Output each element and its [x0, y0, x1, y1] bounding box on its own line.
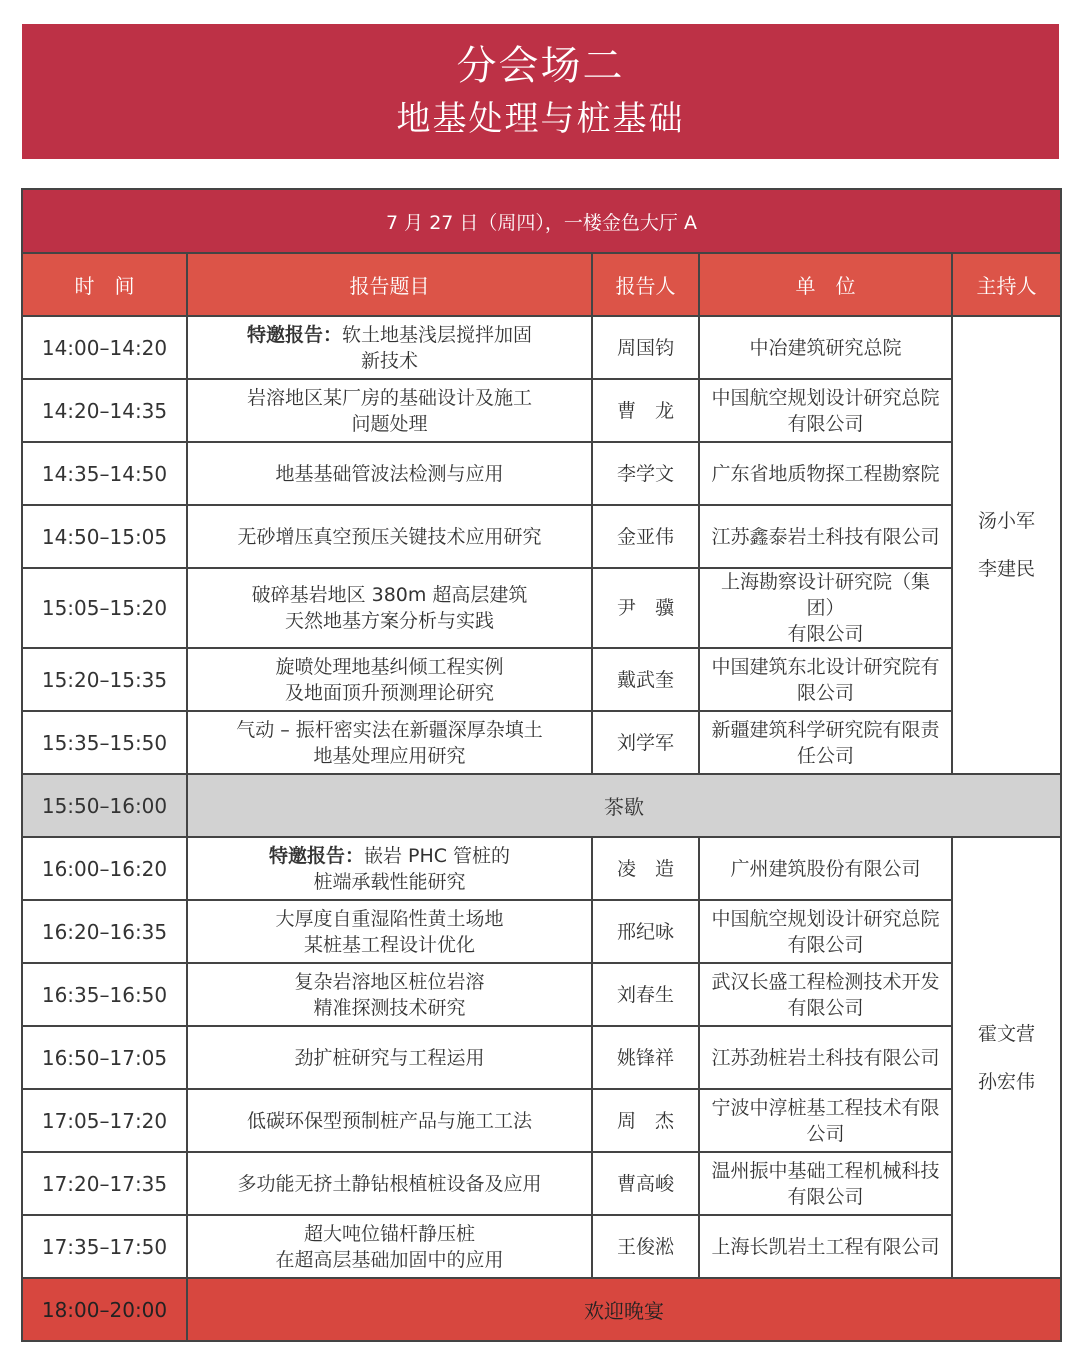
header-speaker: 报告人 [592, 253, 699, 316]
topic-cell [187, 442, 592, 505]
time-cell: 15:35–15:50 [22, 711, 187, 774]
org-cell: 温州振中基础工程机械科技 有限公司 [699, 1152, 952, 1215]
header-host: 主持人 [952, 253, 1061, 316]
time-cell: 14:50–15:05 [22, 505, 187, 568]
table-row [22, 963, 1061, 1026]
invited-label: 特邀报告： [246, 323, 342, 346]
topic-cell [187, 963, 592, 1026]
table-row [22, 1152, 1061, 1215]
org-cell: 上海长凯岩土工程有限公司 [699, 1215, 952, 1278]
table-row [22, 442, 1061, 505]
host-cell [952, 316, 1061, 774]
time-cell: 15:05–15:20 [22, 568, 187, 648]
session-subtitle: 地基处理与桩基础 [396, 99, 685, 139]
speaker-cell: 凌 造 [592, 837, 699, 900]
org-cell: 中冶建筑研究总院 [699, 316, 952, 379]
topic-cell [187, 1152, 592, 1215]
topic-text: 多功能无挤土静钻根植桩设备及应用 [237, 1172, 542, 1195]
header-topic: 报告题目 [187, 253, 592, 316]
topic-text: 地基基础管波法检测与应用 [275, 462, 504, 485]
org-cell: 江苏劲桩岩土科技有限公司 [699, 1026, 952, 1089]
dinner-time: 18:00–20:00 [22, 1278, 187, 1341]
table-row [22, 379, 1061, 442]
time-cell: 14:20–14:35 [22, 379, 187, 442]
date-row [22, 189, 1061, 253]
speaker-cell: 曹高峻 [592, 1152, 699, 1215]
time-cell: 17:35–17:50 [22, 1215, 187, 1278]
topic-cell [187, 505, 592, 568]
org-cell: 武汉长盛工程检测技术开发 有限公司 [699, 963, 952, 1026]
topic-text: 旋喷处理地基纠倾工程实例 及地面顶升预测理论研究 [275, 655, 504, 704]
table-row [22, 316, 1061, 379]
org-cell: 中国建筑东北设计研究院有 限公司 [699, 648, 952, 711]
org-cell: 宁波中淳桩基工程技术有限 公司 [699, 1089, 952, 1152]
table-row [22, 900, 1061, 963]
topic-cell [187, 1026, 592, 1089]
schedule-table [21, 188, 1062, 1342]
topic-text: 复杂岩溶地区桩位岩溶 精准探测技术研究 [294, 970, 485, 1019]
table-row [22, 1215, 1061, 1278]
topic-text: 大厚度自重湿陷性黄土场地 某桩基工程设计优化 [275, 907, 504, 956]
topic-text: 软土地基浅层搅拌加固 新技术 [342, 323, 533, 372]
org-cell: 上海勘察设计研究院（集团） 有限公司 [699, 568, 952, 648]
org-cell: 中国航空规划设计研究总院 有限公司 [699, 900, 952, 963]
topic-text: 嵌岩 PHC 管桩的 桩端承载性能研究 [313, 844, 511, 893]
topic-cell [187, 900, 592, 963]
speaker-cell: 戴武奎 [592, 648, 699, 711]
topic-text: 破碎基岩地区 380m 超高层建筑 天然地基方案分析与实践 [251, 584, 528, 632]
header-time: 时 间 [22, 253, 187, 316]
break-row [22, 774, 1061, 837]
topic-cell [187, 837, 592, 900]
header-org: 单 位 [699, 253, 952, 316]
table-row [22, 1089, 1061, 1152]
table-row [22, 568, 1061, 648]
dinner-label: 欢迎晚宴 [187, 1278, 1061, 1341]
table-row [22, 837, 1061, 900]
topic-text: 劲扩桩研究与工程运用 [294, 1046, 485, 1069]
speaker-cell: 周国钧 [592, 316, 699, 379]
org-cell: 江苏鑫泰岩土科技有限公司 [699, 505, 952, 568]
session-title: 分会场二 [456, 43, 625, 89]
topic-cell [187, 648, 592, 711]
table-row [22, 505, 1061, 568]
host-name: 孙宏伟 [977, 1070, 1035, 1093]
header-row [22, 253, 1061, 316]
time-cell: 14:35–14:50 [22, 442, 187, 505]
table-row [22, 1026, 1061, 1089]
host-name: 霍文营 [977, 1022, 1035, 1045]
topic-text: 岩溶地区某厂房的基础设计及施工 问题处理 [246, 386, 532, 435]
host-name: 李建民 [977, 558, 1035, 580]
invited-label: 特邀报告： [268, 844, 364, 867]
topic-cell [187, 568, 592, 648]
date-venue: 7 月 27 日（周四），一楼金色大厅 A [22, 189, 1061, 253]
speaker-cell: 姚锋祥 [592, 1026, 699, 1089]
host-cell [952, 837, 1061, 1278]
break-label: 茶歇 [187, 774, 1061, 837]
speaker-cell: 刘春生 [592, 963, 699, 1026]
topic-cell [187, 379, 592, 442]
time-cell: 16:35–16:50 [22, 963, 187, 1026]
speaker-cell: 刘学军 [592, 711, 699, 774]
topic-text: 气动 – 振杆密实法在新疆深厚杂填土 地基处理应用研究 [236, 718, 543, 767]
title-banner [22, 24, 1059, 159]
host-name: 汤小军 [977, 510, 1035, 532]
dinner-row [22, 1278, 1061, 1341]
time-cell: 17:05–17:20 [22, 1089, 187, 1152]
topic-text: 超大吨位锚杆静压桩 在超高层基础加固中的应用 [275, 1222, 504, 1271]
topic-text: 低碳环保型预制桩产品与施工工法 [246, 1109, 532, 1132]
speaker-cell: 曹 龙 [592, 379, 699, 442]
break-time: 15:50–16:00 [22, 774, 187, 837]
topic-cell [187, 316, 592, 379]
speaker-cell: 金亚伟 [592, 505, 699, 568]
speaker-cell: 王俊淞 [592, 1215, 699, 1278]
speaker-cell: 李学文 [592, 442, 699, 505]
org-cell: 中国航空规划设计研究总院 有限公司 [699, 379, 952, 442]
speaker-cell: 邢纪咏 [592, 900, 699, 963]
table-row [22, 648, 1061, 711]
org-cell: 广州建筑股份有限公司 [699, 837, 952, 900]
time-cell: 15:20–15:35 [22, 648, 187, 711]
org-cell: 新疆建筑科学研究院有限责 任公司 [699, 711, 952, 774]
time-cell: 16:20–16:35 [22, 900, 187, 963]
time-cell: 16:00–16:20 [22, 837, 187, 900]
org-cell: 广东省地质物探工程勘察院 [699, 442, 952, 505]
time-cell: 14:00–14:20 [22, 316, 187, 379]
topic-text: 无砂增压真空预压关键技术应用研究 [237, 525, 542, 548]
time-cell: 17:20–17:35 [22, 1152, 187, 1215]
table-row [22, 711, 1061, 774]
speaker-cell: 尹 骥 [592, 568, 699, 648]
time-cell: 16:50–17:05 [22, 1026, 187, 1089]
topic-cell [187, 711, 592, 774]
topic-cell [187, 1089, 592, 1152]
topic-cell [187, 1215, 592, 1278]
speaker-cell: 周 杰 [592, 1089, 699, 1152]
